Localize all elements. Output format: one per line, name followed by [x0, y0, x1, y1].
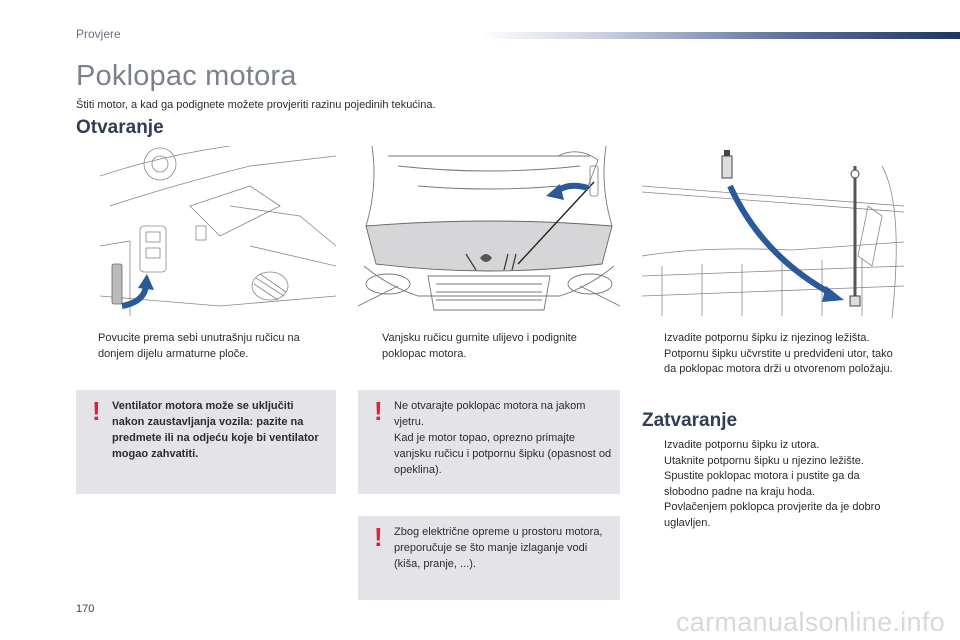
warning-text: Zbog električne opreme u prostoru motora, preporučuje se što manje izlaganje vodi (kiša, pranje, ...). [394, 526, 603, 570]
list-item: Utaknite potpornu šipku u njezino ležište. [664, 454, 864, 467]
hood-shape [366, 221, 612, 271]
figure-support-rod [642, 146, 904, 318]
page-number: 170 [76, 603, 95, 615]
watermark: carmanualsonline.info [676, 607, 945, 637]
list-item: Izvadite potpornu šipku iz utora. [664, 439, 820, 451]
list-item: Izvadite potpornu šipku iz njezinog ležišta. [664, 332, 870, 344]
list-item: Spustite poklopac motora i pustite ga da slobodno padne na kraju hoda. [664, 470, 860, 498]
heading-closing: Zatvaranje [642, 410, 738, 431]
opening-steps-col2 [362, 331, 618, 362]
exclamation-icon: ! [374, 396, 383, 426]
exclamation-icon: ! [92, 396, 101, 426]
curved-arrow-icon [730, 186, 832, 294]
curved-arrow-icon [122, 286, 146, 306]
heading-opening: Otvaranje [76, 117, 164, 138]
section-label: Provjere [76, 27, 121, 41]
page-title: Poklopac motora [76, 60, 297, 92]
list-item: Povucite prema sebi unutrašnju ručicu na donjem dijelu armaturne ploče. [98, 332, 300, 360]
warning-box-wind [358, 390, 620, 494]
header-gradient-bar [480, 32, 960, 39]
figure-interior-lever [100, 146, 336, 318]
opening-steps-col3 [644, 331, 906, 378]
interior-lever-illustration [100, 146, 336, 318]
external-latch-illustration [358, 146, 620, 318]
warning-box-water [358, 516, 620, 600]
intro-text: Štiti motor, a kad ga podignete možete provjeriti razinu pojedinih tekućina. [76, 99, 436, 111]
support-rod-illustration [642, 146, 904, 318]
figure-external-latch [358, 146, 620, 318]
list-item: Potpornu šipku učvrstite u predviđeni utor, tako da poklopac motora drži u otvorenom položaju. [664, 347, 893, 375]
exclamation-icon: ! [374, 522, 383, 552]
closing-steps [644, 438, 906, 531]
warning-box-fan [76, 390, 336, 494]
warning-text: Ventilator motora može se uključiti nakon zaustavljanja vozila: pazite na predmete ili na odjeću koje bi ventilator mogao zahvatiti. [112, 400, 319, 460]
list-item: Vanjsku ručicu gurnite ulijevo i podignite poklopac motora. [382, 332, 577, 360]
warning-text: Ne otvarajte poklopac motora na jakom vjetru. Kad je motor topao, oprezno primajte vanjsku ručicu i potpornu šipku (opasnost od opeklina). [394, 400, 612, 476]
rod-clip [722, 156, 732, 178]
list-item: Povlačenjem poklopca provjerite da je dobro uglavljen. [664, 501, 881, 529]
lever-handle [112, 264, 122, 304]
opening-steps-col1 [78, 331, 336, 362]
